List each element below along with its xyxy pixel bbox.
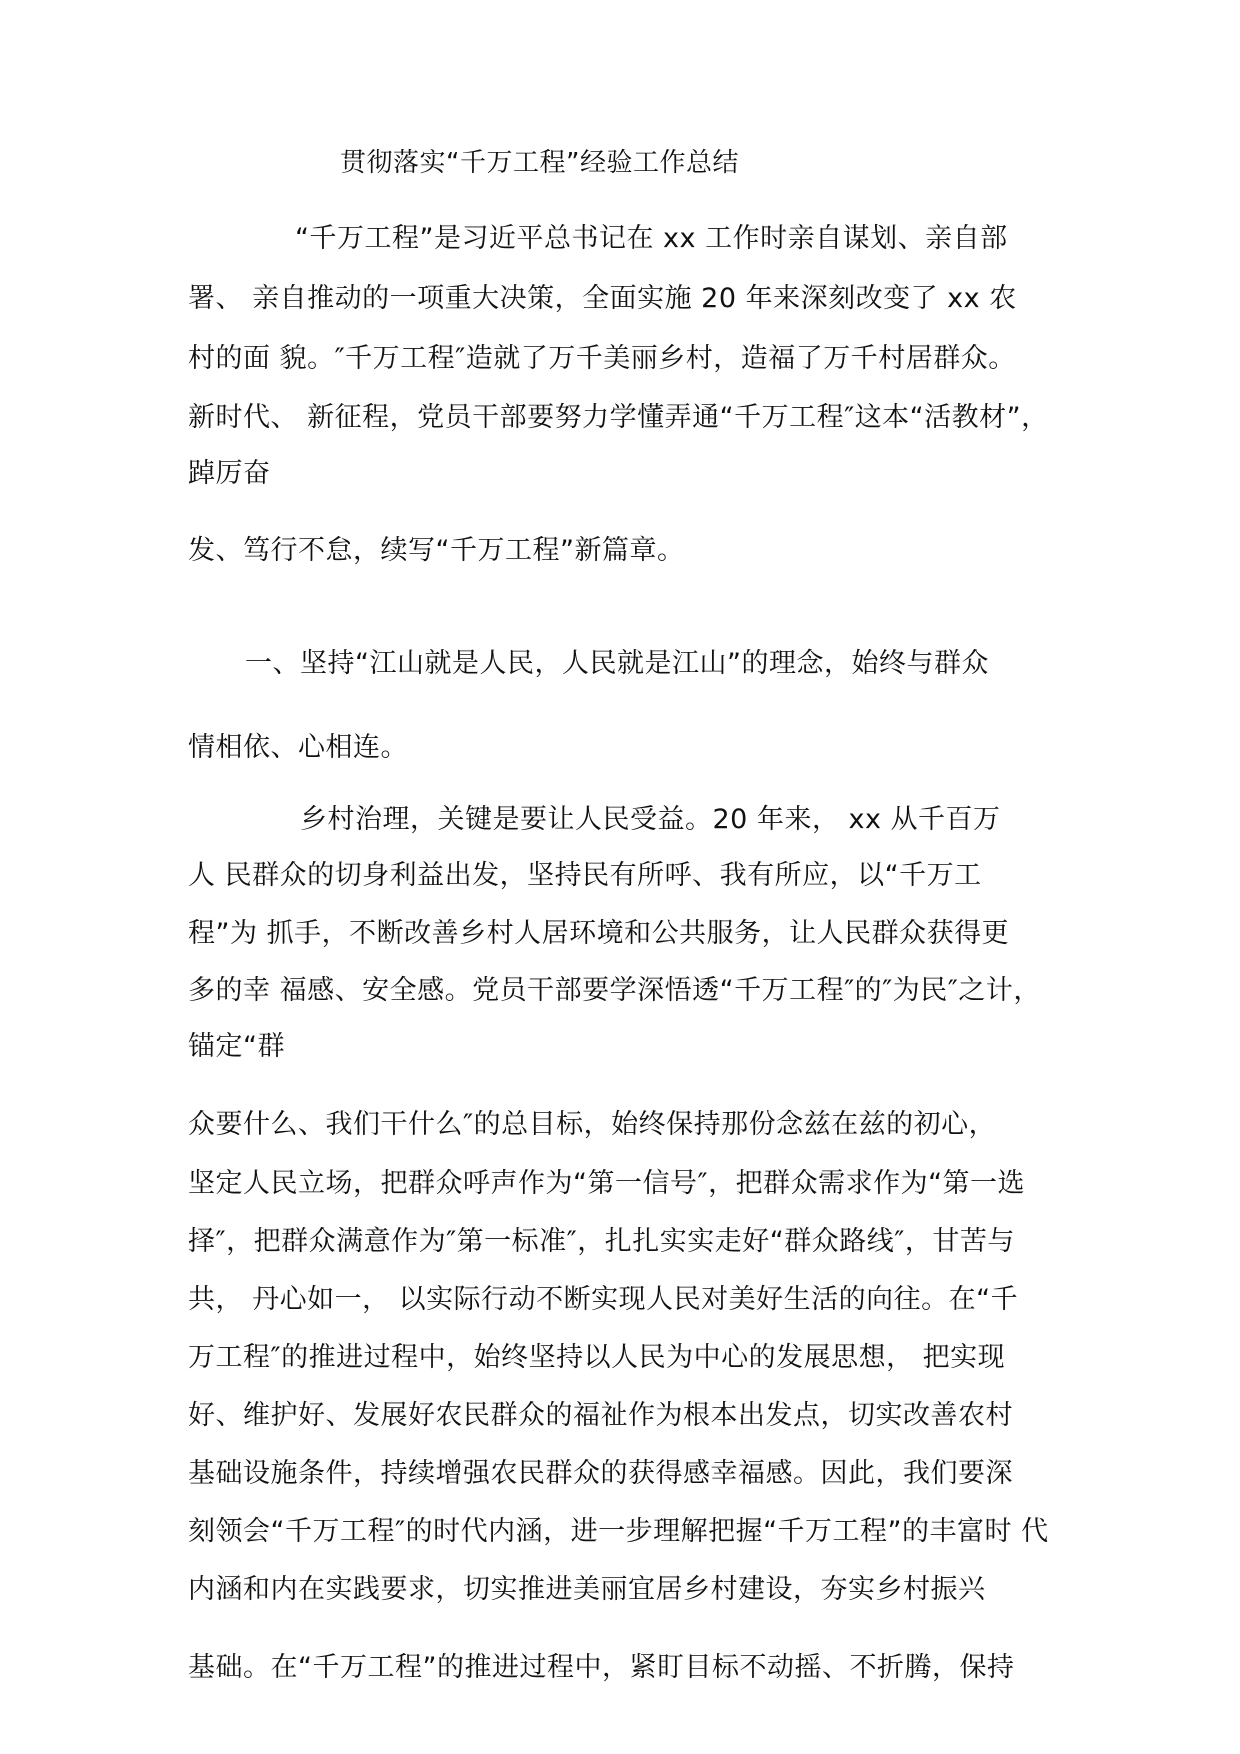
paragraph-line: 基础。在“千万工程”的推进过程中，紧盯目标不动摇、不折腾，保持 [188,1652,1015,1683]
paragraph-line: 好、维护好、发展好农民群众的福祉作为根本出发点，切实改善农村 [188,1400,1013,1431]
paragraph-line: 村的面 貌。″千万工程″造就了万千美丽乡村，造福了万千村居群众。 [188,343,1016,374]
paragraph-line: 万工程″的推进过程中，始终坚持以人民为中心的发展思想， 把实现 [188,1342,1006,1373]
paragraph-line: 坚定人民立场，把群众呼声作为“第一信号″，把群众需求作为“第一选 [188,1168,1026,1199]
paragraph-line: 踔厉奋 [188,458,271,489]
paragraph-line: 发、笃行不怠，续写“千万工程”新篇章。 [188,535,685,566]
paragraph-line: 人 民群众的切身利益出发，坚持民有所呼、我有所应，以“千万工 [188,860,982,891]
paragraph-line: 内涵和内在实践要求，切实推进美丽宜居乡村建设，夯实乡村振兴 [188,1574,986,1605]
paragraph-line: 众要什么、我们干什么″的总目标，始终保持那份念兹在兹的初心， [188,1109,997,1140]
paragraph-line: 刻领会“千万工程″的时代内涵，进一步理解把握“千万工程”的丰富时 代 [188,1516,1049,1547]
paragraph-line: 择″，把群众满意作为″第一标准″，扎扎实实走好“群众路线″，甘苦与 [188,1226,1015,1257]
paragraph-line: 锚定“群 [188,1031,285,1062]
paragraph-line: 署、 亲自推动的一项重大决策，全面实施 20 年来深刻改变了 xx 农 [188,283,1017,314]
paragraph-line: 乡村治理，关键是要让人民受益。20 年来， xx 从千百万 [300,804,1001,835]
paragraph-line: 多的幸 福感、安全感。党员干部要学深悟透“千万工程″的″为民″之计， [188,975,1041,1006]
section-heading: 一、坚持“江山就是人民，人民就是江山”的理念，始终与群众 [245,648,989,679]
document-title: 贯彻落实“千万工程”经验工作总结 [340,148,739,178]
paragraph-line: 基础设施条件，持续增强农民群众的获得感幸福感。因此，我们要深 [188,1458,1013,1489]
paragraph-line: “千万工程”是习近平总书记在 xx 工作时亲自谋划、亲自部 [295,223,1008,254]
paragraph-line: 共， 丹心如一， 以实际行动不断实现人民对美好生活的向往。在“千 [188,1284,1019,1315]
section-heading: 情相依、心相连。 [188,732,408,763]
paragraph-line: 程”为 抓手，不断改善乡村人居环境和公共服务，让人民群众获得更 [188,918,1010,949]
paragraph-line: 新时代、 新征程，党员干部要努力学懂弄通“千万工程″这本“活教材”， [188,402,1049,433]
